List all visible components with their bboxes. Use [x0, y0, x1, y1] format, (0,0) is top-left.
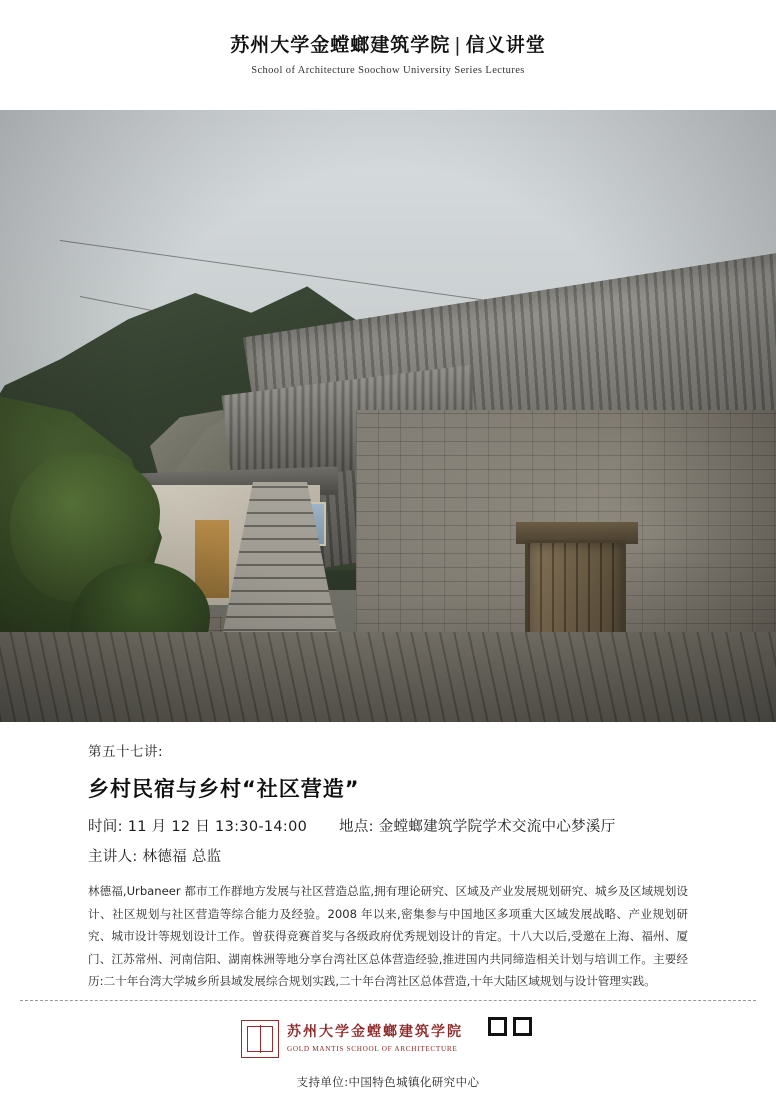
school-logo-text [287, 1024, 463, 1054]
lecture-title: 乡村民宿与乡村“社区营造” [88, 777, 360, 801]
speaker-label: 主讲人: [88, 849, 138, 865]
lecture-time-place-row [88, 815, 696, 836]
hero-photo [0, 110, 776, 722]
time-label: 时间: [88, 819, 123, 835]
header-title-cn-left: 苏州大学金螳螂建筑学院 [230, 34, 451, 56]
lecture-number: 第五十七讲: [88, 744, 164, 760]
support-unit-text: 支持单位:中国特色城镇化研究中心 [296, 1075, 480, 1089]
seal-icon [241, 1020, 279, 1058]
header-title-separator: | [454, 34, 462, 56]
place-value: 金螳螂建筑学院学术交流中心梦溪厅 [378, 819, 616, 835]
time-value: 11 月 12 日 13:30-14:00 [127, 819, 308, 835]
speaker-value: 林德福 总监 [142, 849, 222, 865]
speaker-bio: 林德福,Urbaneer 都市工作群地方发展与社区营造总监,拥有理论研究、区域及产业发展规划研究、城乡及区域规划设计、社区规划与社区营造等综合能力及经验。2008 年以来,密集参与中国地区多项重大区域发展战略、产业规划研究、城市设计等规划设计工作。曾获得竞赛首奖与各级政府优秀规划设计的肯定。十八大以后,受邀在上海、福州、厦门、江苏常州、河南信阳、湖南株洲等地分享台湾社区总体营造经验,推进国内共同缔造相关计划与培训工作。主要经历:二十年台湾大学城乡所县域发展综合规划实践,二十年台湾社区总体营造,十年大陆区域规划与设计管理实践。 [88, 884, 688, 989]
footer-logo-row [0, 1014, 776, 1064]
header-title-cn [0, 34, 776, 57]
place-label: 地点: [339, 819, 374, 835]
school-logo-en: GOLD MANTIS SCHOOL OF ARCHITECTURE [287, 1044, 458, 1053]
school-logo [241, 1020, 463, 1058]
qr-code-icon[interactable] [485, 1014, 535, 1064]
photo-vignette [0, 110, 776, 722]
lecture-info-block [88, 740, 696, 866]
poster-footer [0, 1014, 776, 1090]
header-title-cn-right: 信义讲堂 [465, 34, 546, 56]
footer-divider [20, 1000, 756, 1001]
poster-header [0, 0, 776, 76]
header-title-en: School of Architecture Soochow University Series Lectures [251, 64, 525, 76]
lecture-speaker-row [88, 845, 696, 866]
school-logo-cn: 苏州大学金螳螂建筑学院 [287, 1024, 463, 1041]
